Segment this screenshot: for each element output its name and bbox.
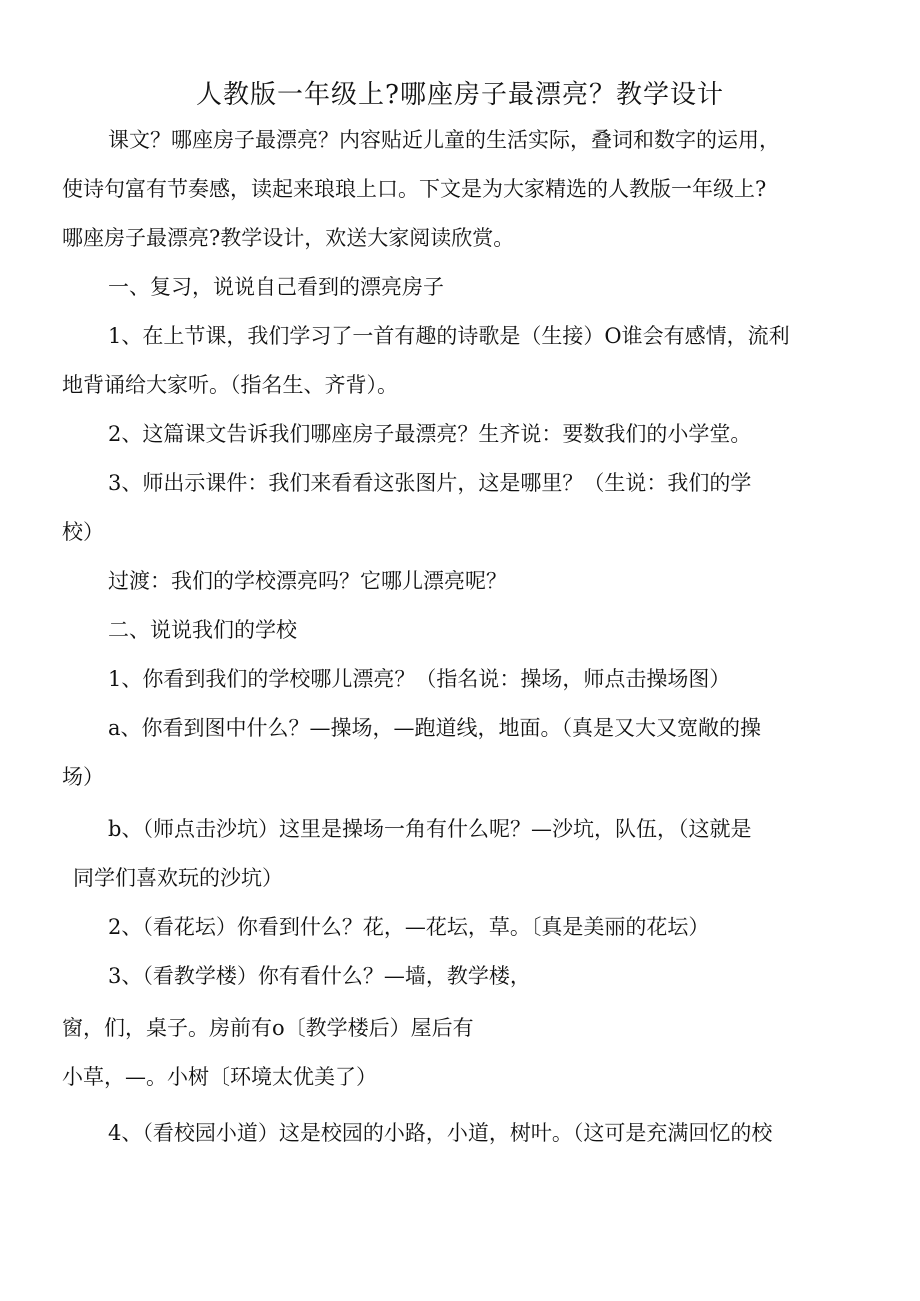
paragraph-line: 哪座房子最漂亮?教学设计，欢送大家阅读欣赏。	[62, 226, 515, 250]
paragraph-line: 3、（看教学楼）你有看什么？—墙，教学楼，	[108, 964, 531, 988]
paragraph-line: 地背诵给大家听。（指名生、齐背）。	[62, 373, 398, 397]
paragraph-line: 4、（看校园小道）这是校园的小路，小道，树叶。（这可是充满回忆的校	[108, 1121, 773, 1145]
paragraph-line: 校）	[62, 520, 104, 544]
paragraph-line: 课文？哪座房子最漂亮？内容贴近儿童的生活实际，叠词和数字的运用，	[108, 128, 780, 152]
paragraph-line: 使诗句富有节奏感，读起来琅琅上口。下文是为大家精选的人教版一年级上?	[62, 177, 767, 201]
paragraph-line: 2、这篇课文告诉我们哪座房子最漂亮？生齐说：要数我们的小学堂。	[108, 422, 752, 446]
paragraph-line: 1、在上节课，我们学习了一首有趣的诗歌是（生接）O谁会有感情，流利	[108, 324, 790, 348]
section-heading: 二、说说我们的学校	[108, 618, 297, 642]
document-title: 人教版一年级上?哪座房子最漂亮？教学设计	[196, 80, 724, 110]
paragraph-line: 过渡：我们的学校漂亮吗？它哪儿漂亮呢？	[108, 569, 507, 593]
paragraph-line: 3、师出示课件：我们来看看这张图片，这是哪里？（生说：我们的学	[108, 471, 752, 495]
paragraph-line: b、（师点击沙坑）这里是操场一角有什么呢？—沙坑，队伍，（这就是	[108, 817, 752, 841]
paragraph-line: 2、（看花坛）你看到什么？花，—花坛，草。〔真是美丽的花坛）	[108, 915, 710, 939]
paragraph-line: 场）	[62, 765, 104, 789]
paragraph-line: 窗，们，桌子。房前有o〔教学楼后）屋后有	[62, 1016, 474, 1040]
paragraph-line: a、你看到图中什么？—操场，—跑道线，地面。（真是又大又宽敞的操	[108, 716, 762, 740]
paragraph-line: 小草，—。小树〔环境太优美了）	[62, 1065, 377, 1089]
paragraph-line: 1、你看到我们的学校哪儿漂亮？（指名说：操场，师点击操场图）	[108, 667, 731, 691]
section-heading: 一、复习，说说自己看到的漂亮房子	[108, 275, 444, 299]
paragraph-line: 同学们喜欢玩的沙坑）	[73, 866, 283, 890]
